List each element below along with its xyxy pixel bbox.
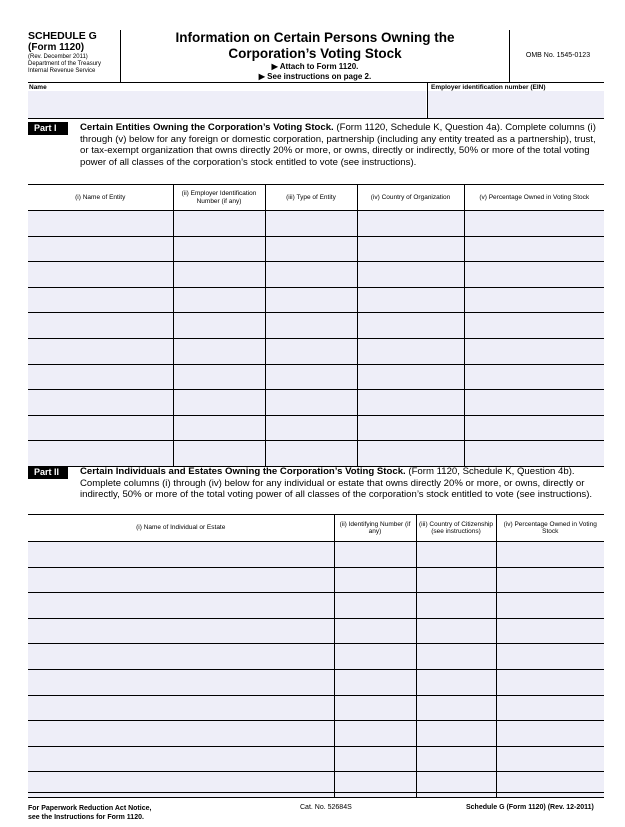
part1-col-percentage: (v) Percentage Owned in Voting Stock xyxy=(464,185,604,211)
part2-cell[interactable] xyxy=(28,721,334,747)
part2-row xyxy=(28,695,604,721)
part1-cell[interactable] xyxy=(265,338,357,364)
omb-number: OMB No. 1545-0123 xyxy=(525,52,591,59)
part1-cell[interactable] xyxy=(28,236,173,262)
part2-cell[interactable] xyxy=(334,567,416,593)
agency: Internal Revenue Service xyxy=(28,68,96,74)
part2-cell[interactable] xyxy=(496,567,604,593)
part2-instructions: (Form 1120, Schedule K, Question 4b). Complete columns (i) through (iv) below for any individual or estate that owns directly 20% or more, or owns, directly or indirectly, 50% or more of the total voting power of all classes of the corporation’s stock entitled to vote (see instructions). xyxy=(80,466,593,501)
part1-cell[interactable] xyxy=(173,415,265,441)
part1-row xyxy=(28,262,604,288)
part2-cell[interactable] xyxy=(496,644,604,670)
part1-cell[interactable] xyxy=(173,364,265,390)
part2-description xyxy=(80,466,604,501)
part2-col-citizenship: (iii) Country of Citizenship (see instructions) xyxy=(416,515,496,542)
revision-date: (Rev. December 2011) xyxy=(28,54,88,60)
part1-label: Part I xyxy=(28,122,68,135)
part1-cell[interactable] xyxy=(464,338,604,364)
part1-cell[interactable] xyxy=(464,262,604,288)
part1-cell[interactable] xyxy=(464,211,604,237)
part2-cell[interactable] xyxy=(28,542,334,568)
part2-cell[interactable] xyxy=(416,644,496,670)
part1-rows xyxy=(28,211,604,467)
part1-cell[interactable] xyxy=(357,236,464,262)
part2-cell[interactable] xyxy=(334,618,416,644)
part1-instructions: (Form 1120, Schedule K, Question 4a). Complete columns (i) through (v) below for any foreign or domestic corporation, partnership (including any entity treated as a partnership), trust, or tax-exempt organization that owns directly 20% or more, or owns, directly or indirectly, 50% or more of the total voting power of all classes of the corporation’s stock entitled to vote (see instructions). xyxy=(80,122,596,168)
part1-cell[interactable] xyxy=(173,338,265,364)
part1-cell[interactable] xyxy=(173,262,265,288)
part2-cell[interactable] xyxy=(496,721,604,747)
part2-cell[interactable] xyxy=(28,772,334,798)
part1-cell[interactable] xyxy=(464,415,604,441)
part2-col-name: (i) Name of Individual or Estate xyxy=(28,515,334,542)
part2-cell[interactable] xyxy=(416,618,496,644)
part1-cell[interactable] xyxy=(357,441,464,467)
part1-cell[interactable] xyxy=(265,236,357,262)
part1-cell[interactable] xyxy=(357,262,464,288)
part1-cell[interactable] xyxy=(28,262,173,288)
part2-cell[interactable] xyxy=(416,593,496,619)
part1-col-country: (iv) Country of Organization xyxy=(357,185,464,211)
part2-cell[interactable] xyxy=(496,695,604,721)
form-id-block xyxy=(28,30,120,75)
part2-cell[interactable] xyxy=(28,746,334,772)
name-rule xyxy=(28,118,604,119)
part2-row xyxy=(28,721,604,747)
part1-col-ein: (ii) Employer Identification Number (if any) xyxy=(173,185,265,211)
form-title-line2: Corporation’s Voting Stock xyxy=(228,46,402,61)
footer-rule xyxy=(28,792,604,793)
part1-cell[interactable] xyxy=(28,338,173,364)
part2-cell[interactable] xyxy=(416,542,496,568)
part2-heading: Certain Individuals and Estates Owning the Corporation’s Voting Stock. xyxy=(80,466,406,477)
part1-row xyxy=(28,390,604,416)
part1-cell[interactable] xyxy=(464,313,604,339)
paperwork-notice xyxy=(28,804,151,822)
paperwork-notice-line2: see the Instructions for Form 1120. xyxy=(28,814,144,821)
part2-cell[interactable] xyxy=(334,542,416,568)
part2-cell[interactable] xyxy=(496,618,604,644)
part2-cell[interactable] xyxy=(334,721,416,747)
part1-description xyxy=(80,122,604,168)
part1-cell[interactable] xyxy=(357,364,464,390)
part2-row xyxy=(28,542,604,568)
part1-cell[interactable] xyxy=(464,236,604,262)
part1-cell[interactable] xyxy=(28,390,173,416)
part2-row xyxy=(28,644,604,670)
part2-cell[interactable] xyxy=(28,644,334,670)
paperwork-notice-line1: For Paperwork Reduction Act Notice, xyxy=(28,805,152,812)
part2-col-id-number: (ii) Identifying Number (if any) xyxy=(334,515,416,542)
part1-row xyxy=(28,287,604,313)
part2-cell[interactable] xyxy=(28,695,334,721)
part2-cell[interactable] xyxy=(28,669,334,695)
part2-row xyxy=(28,593,604,619)
attach-note: ▶ Attach to Form 1120. xyxy=(271,62,359,71)
part2-row xyxy=(28,746,604,772)
part1-row xyxy=(28,415,604,441)
part2-cell[interactable] xyxy=(334,669,416,695)
part1-heading: Certain Entities Owning the Corporation’s Voting Stock. xyxy=(80,122,334,133)
part2-cell[interactable] xyxy=(416,746,496,772)
part2-cell[interactable] xyxy=(28,593,334,619)
part1-cell[interactable] xyxy=(173,441,265,467)
form-footer-id: Schedule G (Form 1120) (Rev. 12-2011) xyxy=(466,804,594,811)
part1-cell[interactable] xyxy=(28,441,173,467)
part1-row xyxy=(28,313,604,339)
part2-cell[interactable] xyxy=(28,567,334,593)
part1-cell[interactable] xyxy=(265,364,357,390)
header-rule xyxy=(28,82,604,83)
part2-rows xyxy=(28,542,604,798)
part2-row xyxy=(28,618,604,644)
part2-cell[interactable] xyxy=(496,593,604,619)
part1-cell[interactable] xyxy=(357,287,464,313)
part2-cell[interactable] xyxy=(496,669,604,695)
part1-cell[interactable] xyxy=(265,441,357,467)
part2-cell[interactable] xyxy=(496,746,604,772)
part2-cell[interactable] xyxy=(334,772,416,798)
part2-cell[interactable] xyxy=(334,644,416,670)
part1-cell[interactable] xyxy=(464,287,604,313)
part1-cell[interactable] xyxy=(357,415,464,441)
part2-cell[interactable] xyxy=(416,567,496,593)
part1-col-type: (iii) Type of Entity xyxy=(265,185,357,211)
form-number: (Form 1120) xyxy=(28,42,85,53)
part1-cell[interactable] xyxy=(28,287,173,313)
schedule-title: SCHEDULE G xyxy=(28,30,97,42)
part1-col-name: (i) Name of Entity xyxy=(28,185,173,211)
part1-cell[interactable] xyxy=(173,313,265,339)
part2-label: Part II xyxy=(28,466,68,479)
part1-row xyxy=(28,211,604,237)
part1-cell[interactable] xyxy=(28,313,173,339)
part1-cell[interactable] xyxy=(28,211,173,237)
part2-cell[interactable] xyxy=(496,542,604,568)
part1-row xyxy=(28,441,604,467)
part1-row xyxy=(28,364,604,390)
part1-cell[interactable] xyxy=(265,287,357,313)
part1-cell[interactable] xyxy=(28,415,173,441)
part1-cell[interactable] xyxy=(464,441,604,467)
part2-row xyxy=(28,772,604,798)
part1-row xyxy=(28,338,604,364)
part1-cell[interactable] xyxy=(173,287,265,313)
form-title-block xyxy=(121,30,509,82)
part1-cell[interactable] xyxy=(265,211,357,237)
part1-cell[interactable] xyxy=(357,338,464,364)
department: Department of the Treasury xyxy=(28,61,102,67)
part1-cell[interactable] xyxy=(265,415,357,441)
part1-cell[interactable] xyxy=(173,390,265,416)
part2-cell[interactable] xyxy=(416,669,496,695)
part1-cell[interactable] xyxy=(464,364,604,390)
part1-cell[interactable] xyxy=(357,313,464,339)
part2-cell[interactable] xyxy=(416,721,496,747)
part1-cell[interactable] xyxy=(265,262,357,288)
form-title-line1: Information on Certain Persons Owning the xyxy=(175,30,455,45)
part1-cell[interactable] xyxy=(357,211,464,237)
part1-cell[interactable] xyxy=(173,236,265,262)
name-field[interactable] xyxy=(28,91,426,118)
part2-cell[interactable] xyxy=(334,593,416,619)
part1-cell[interactable] xyxy=(28,364,173,390)
catalog-number: Cat. No. 52684S xyxy=(300,804,352,811)
part2-cell[interactable] xyxy=(28,618,334,644)
part1-cell[interactable] xyxy=(464,390,604,416)
name-label: Name xyxy=(29,84,47,91)
ein-label: Employer identification number (EIN) xyxy=(431,84,546,91)
part1-cell[interactable] xyxy=(173,211,265,237)
part2-col-percentage: (iv) Percentage Owned in Voting Stock xyxy=(496,515,604,542)
part1-cell[interactable] xyxy=(357,390,464,416)
part1-cell[interactable] xyxy=(265,313,357,339)
part2-table xyxy=(28,514,604,798)
part2-cell[interactable] xyxy=(416,695,496,721)
part2-cell[interactable] xyxy=(334,695,416,721)
part2-cell[interactable] xyxy=(416,772,496,798)
part1-cell[interactable] xyxy=(265,390,357,416)
part2-row xyxy=(28,669,604,695)
instructions-note: ▶ See instructions on page 2. xyxy=(258,72,372,81)
ein-field[interactable] xyxy=(428,91,604,118)
part1-row xyxy=(28,236,604,262)
part1-table xyxy=(28,184,604,467)
part2-row xyxy=(28,567,604,593)
part2-cell[interactable] xyxy=(334,746,416,772)
part2-cell[interactable] xyxy=(496,772,604,798)
